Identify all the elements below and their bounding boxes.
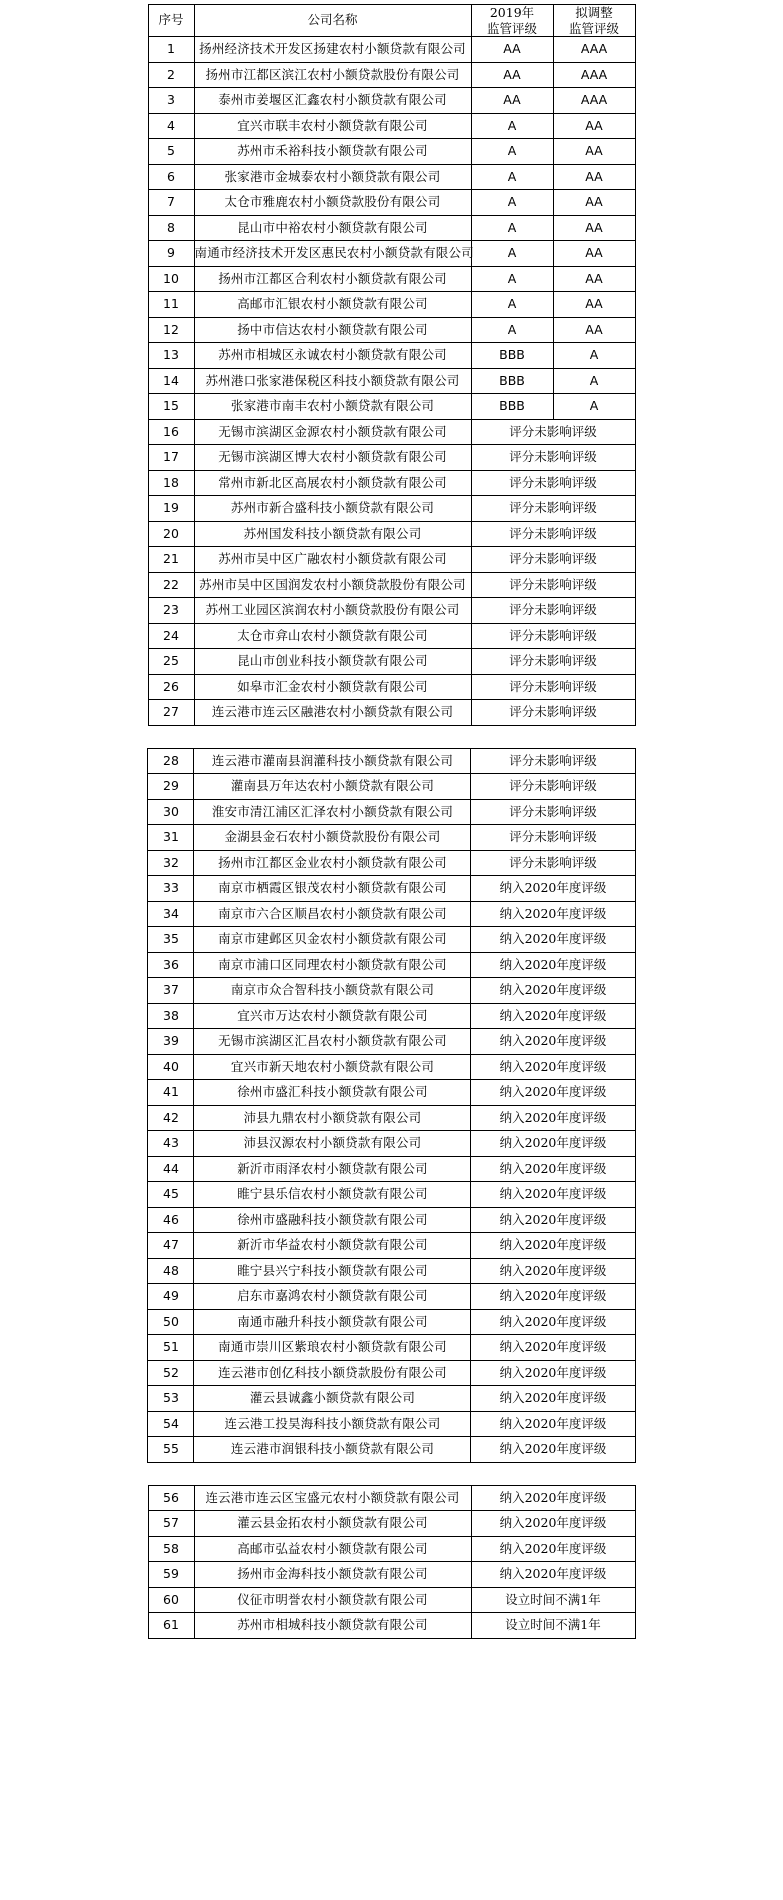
row-index: 20 xyxy=(148,521,194,547)
company-name: 沛县汉源农村小额贷款有限公司 xyxy=(194,1131,471,1157)
table-row xyxy=(148,496,635,522)
table-row xyxy=(148,62,635,88)
table-body xyxy=(148,748,635,1462)
old-grade: BBB xyxy=(471,368,553,394)
rating-note: 设立时间不满1年 xyxy=(471,1587,635,1613)
company-name: 扬州经济技术开发区扬建农村小额贷款有限公司 xyxy=(194,37,471,63)
rating-note: 纳入2020年度评级 xyxy=(471,1105,635,1131)
company-name: 南通市崇川区紫琅农村小额贷款有限公司 xyxy=(194,1335,471,1361)
company-name: 南京市栖霞区银茂农村小额贷款有限公司 xyxy=(194,876,471,902)
company-name: 扬州市江都区金业农村小额贷款有限公司 xyxy=(194,850,471,876)
table-row xyxy=(148,572,635,598)
table-row xyxy=(148,978,635,1004)
table-row xyxy=(148,419,635,445)
table-row xyxy=(148,927,635,953)
row-index: 22 xyxy=(148,572,194,598)
table-row xyxy=(148,1029,635,1055)
rating-note: 纳入2020年度评级 xyxy=(471,1536,635,1562)
row-index: 40 xyxy=(148,1054,194,1080)
table-row xyxy=(148,952,635,978)
table-row xyxy=(148,1360,635,1386)
table-row xyxy=(148,825,635,851)
table-row xyxy=(148,1511,635,1537)
row-index: 58 xyxy=(148,1536,194,1562)
table-row xyxy=(148,774,635,800)
rating-note: 纳入2020年度评级 xyxy=(471,1207,635,1233)
new-grade: AA xyxy=(553,139,635,165)
table-row xyxy=(148,623,635,649)
table-row xyxy=(148,799,635,825)
old-grade: A xyxy=(471,215,553,241)
row-index: 57 xyxy=(148,1511,194,1537)
rating-note: 纳入2020年度评级 xyxy=(471,901,635,927)
table-row xyxy=(148,598,635,624)
old-grade: A xyxy=(471,113,553,139)
table-row xyxy=(148,139,635,165)
company-name: 太仓市雅鹿农村小额贷款股份有限公司 xyxy=(194,190,471,216)
old-grade: A xyxy=(471,317,553,343)
company-name: 连云港市连云区宝盛元农村小额贷款有限公司 xyxy=(194,1485,471,1511)
rating-note: 纳入2020年度评级 xyxy=(471,1309,635,1335)
table-row xyxy=(148,1258,635,1284)
rating-note: 评分未影响评级 xyxy=(471,799,635,825)
row-index: 5 xyxy=(148,139,194,165)
company-name: 金湖县金石农村小额贷款股份有限公司 xyxy=(194,825,471,851)
old-grade: A xyxy=(471,139,553,165)
company-name: 张家港市南丰农村小额贷款有限公司 xyxy=(194,394,471,420)
company-name: 高邮市汇银农村小额贷款有限公司 xyxy=(194,292,471,318)
company-name: 苏州工业园区滨润农村小额贷款股份有限公司 xyxy=(194,598,471,624)
rating-note: 纳入2020年度评级 xyxy=(471,1485,635,1511)
rating-note: 纳入2020年度评级 xyxy=(471,1182,635,1208)
row-index: 18 xyxy=(148,470,194,496)
company-name: 仪征市明誉农村小额贷款有限公司 xyxy=(194,1587,471,1613)
table-row xyxy=(148,1411,635,1437)
rating-table-block-1 xyxy=(0,4,783,726)
old-grade: A xyxy=(471,266,553,292)
table-row xyxy=(148,266,635,292)
row-index: 27 xyxy=(148,700,194,726)
company-name: 启东市嘉鸿农村小额贷款有限公司 xyxy=(194,1284,471,1310)
row-index: 28 xyxy=(148,748,194,774)
row-index: 47 xyxy=(148,1233,194,1259)
row-index: 60 xyxy=(148,1587,194,1613)
company-name: 宜兴市联丰农村小额贷款有限公司 xyxy=(194,113,471,139)
table-body xyxy=(148,37,635,726)
rating-note: 评分未影响评级 xyxy=(471,700,635,726)
row-index: 3 xyxy=(148,88,194,114)
header-index: 序号 xyxy=(148,5,194,37)
new-grade: AAA xyxy=(553,37,635,63)
rating-note: 纳入2020年度评级 xyxy=(471,1258,635,1284)
company-name: 常州市新北区高展农村小额贷款有限公司 xyxy=(194,470,471,496)
row-index: 50 xyxy=(148,1309,194,1335)
new-grade: AA xyxy=(553,317,635,343)
company-name: 灌南县万年达农村小额贷款有限公司 xyxy=(194,774,471,800)
header-old-grade xyxy=(471,5,553,37)
row-index: 38 xyxy=(148,1003,194,1029)
table-row xyxy=(148,521,635,547)
company-name: 新沂市雨泽农村小额贷款有限公司 xyxy=(194,1156,471,1182)
new-grade: A xyxy=(553,343,635,369)
row-index: 2 xyxy=(148,62,194,88)
company-name: 昆山市创业科技小额贷款有限公司 xyxy=(194,649,471,675)
company-name: 扬中市信达农村小额贷款有限公司 xyxy=(194,317,471,343)
company-name: 泰州市姜堰区汇鑫农村小额贷款有限公司 xyxy=(194,88,471,114)
company-name: 宜兴市万达农村小额贷款有限公司 xyxy=(194,1003,471,1029)
row-index: 4 xyxy=(148,113,194,139)
company-name: 苏州市吴中区广融农村小额贷款有限公司 xyxy=(194,547,471,573)
row-index: 31 xyxy=(148,825,194,851)
rating-note: 纳入2020年度评级 xyxy=(471,1335,635,1361)
rating-note: 评分未影响评级 xyxy=(471,547,635,573)
company-name: 张家港市金城泰农村小额贷款有限公司 xyxy=(194,164,471,190)
company-name: 无锡市滨湖区博大农村小额贷款有限公司 xyxy=(194,445,471,471)
table-row xyxy=(148,113,635,139)
row-index: 9 xyxy=(148,241,194,267)
table-row xyxy=(148,215,635,241)
company-name: 灌云县金拓农村小额贷款有限公司 xyxy=(194,1511,471,1537)
row-index: 17 xyxy=(148,445,194,471)
table-row xyxy=(148,876,635,902)
new-grade: AA xyxy=(553,215,635,241)
rating-table-block-3 xyxy=(0,1485,783,1639)
rating-note: 纳入2020年度评级 xyxy=(471,1511,635,1537)
row-index: 24 xyxy=(148,623,194,649)
rating-note: 纳入2020年度评级 xyxy=(471,1360,635,1386)
rating-note: 评分未影响评级 xyxy=(471,572,635,598)
table-row xyxy=(148,1284,635,1310)
new-grade: AA xyxy=(553,292,635,318)
row-index: 49 xyxy=(148,1284,194,1310)
new-grade: AAA xyxy=(553,62,635,88)
rating-note: 纳入2020年度评级 xyxy=(471,1156,635,1182)
old-grade: A xyxy=(471,292,553,318)
company-name: 灌云县诚鑫小额贷款有限公司 xyxy=(194,1386,471,1412)
old-grade: AA xyxy=(471,37,553,63)
rating-note: 评分未影响评级 xyxy=(471,445,635,471)
table-row xyxy=(148,241,635,267)
rating-note: 评分未影响评级 xyxy=(471,521,635,547)
table-row xyxy=(148,164,635,190)
company-name: 睢宁县乐信农村小额贷款有限公司 xyxy=(194,1182,471,1208)
rating-note: 纳入2020年度评级 xyxy=(471,927,635,953)
company-name: 无锡市滨湖区金源农村小额贷款有限公司 xyxy=(194,419,471,445)
old-grade: A xyxy=(471,164,553,190)
table-row xyxy=(148,1562,635,1588)
old-grade: A xyxy=(471,241,553,267)
row-index: 8 xyxy=(148,215,194,241)
company-name: 高邮市弘益农村小额贷款有限公司 xyxy=(194,1536,471,1562)
row-index: 15 xyxy=(148,394,194,420)
new-grade: AAA xyxy=(553,88,635,114)
table-row xyxy=(148,1054,635,1080)
new-grade: AA xyxy=(553,113,635,139)
row-index: 51 xyxy=(148,1335,194,1361)
table-row xyxy=(148,547,635,573)
company-name: 南京市众合智科技小额贷款有限公司 xyxy=(194,978,471,1004)
block-spacer xyxy=(0,726,783,748)
company-name: 连云港市灌南县润灌科技小额贷款有限公司 xyxy=(194,748,471,774)
company-name: 扬州市金海科技小额贷款有限公司 xyxy=(194,1562,471,1588)
row-index: 32 xyxy=(148,850,194,876)
row-index: 14 xyxy=(148,368,194,394)
old-grade: BBB xyxy=(471,343,553,369)
row-index: 21 xyxy=(148,547,194,573)
table-row xyxy=(148,649,635,675)
rating-note: 纳入2020年度评级 xyxy=(471,1562,635,1588)
row-index: 54 xyxy=(148,1411,194,1437)
row-index: 56 xyxy=(148,1485,194,1511)
rating-note: 纳入2020年度评级 xyxy=(471,1233,635,1259)
table-row xyxy=(148,470,635,496)
table-row xyxy=(148,1003,635,1029)
company-name: 新沂市华益农村小额贷款有限公司 xyxy=(194,1233,471,1259)
rating-note: 纳入2020年度评级 xyxy=(471,978,635,1004)
company-name: 苏州市相城区永诚农村小额贷款有限公司 xyxy=(194,343,471,369)
new-grade: AA xyxy=(553,266,635,292)
table-row xyxy=(148,343,635,369)
rating-table xyxy=(147,748,635,1463)
table-row xyxy=(148,1386,635,1412)
old-grade: AA xyxy=(471,88,553,114)
rating-note: 评分未影响评级 xyxy=(471,674,635,700)
rating-note: 纳入2020年度评级 xyxy=(471,952,635,978)
table-row xyxy=(148,190,635,216)
company-name: 苏州市相城科技小额贷款有限公司 xyxy=(194,1613,471,1639)
company-name: 淮安市清江浦区汇泽农村小额贷款有限公司 xyxy=(194,799,471,825)
company-name: 宜兴市新天地农村小额贷款有限公司 xyxy=(194,1054,471,1080)
company-name: 南京市建邺区贝金农村小额贷款有限公司 xyxy=(194,927,471,953)
header-old-grade-line2: 监管评级 xyxy=(486,20,537,36)
new-grade: AA xyxy=(553,164,635,190)
company-name: 睢宁县兴宁科技小额贷款有限公司 xyxy=(194,1258,471,1284)
table-row xyxy=(148,1156,635,1182)
table-row xyxy=(148,37,635,63)
row-index: 37 xyxy=(148,978,194,1004)
row-index: 44 xyxy=(148,1156,194,1182)
rating-note: 纳入2020年度评级 xyxy=(471,1131,635,1157)
old-grade: A xyxy=(471,190,553,216)
rating-note: 评分未影响评级 xyxy=(471,470,635,496)
rating-note: 评分未影响评级 xyxy=(471,748,635,774)
rating-note: 评分未影响评级 xyxy=(471,623,635,649)
rating-note: 纳入2020年度评级 xyxy=(471,1080,635,1106)
row-index: 46 xyxy=(148,1207,194,1233)
rating-note: 纳入2020年度评级 xyxy=(471,1411,635,1437)
company-name: 苏州市新合盛科技小额贷款有限公司 xyxy=(194,496,471,522)
row-index: 29 xyxy=(148,774,194,800)
table-row xyxy=(148,674,635,700)
table-row xyxy=(148,1437,635,1463)
table-body xyxy=(148,1485,635,1638)
row-index: 13 xyxy=(148,343,194,369)
table-row xyxy=(148,1587,635,1613)
rating-table xyxy=(148,4,636,726)
rating-table xyxy=(148,1485,636,1639)
company-name: 如皋市汇金农村小额贷款有限公司 xyxy=(194,674,471,700)
row-index: 39 xyxy=(148,1029,194,1055)
company-name: 南通市融升科技小额贷款有限公司 xyxy=(194,1309,471,1335)
rating-note: 评分未影响评级 xyxy=(471,419,635,445)
table-row xyxy=(148,700,635,726)
table-row xyxy=(148,1080,635,1106)
table-row xyxy=(148,292,635,318)
table-row xyxy=(148,1536,635,1562)
row-index: 12 xyxy=(148,317,194,343)
table-row xyxy=(148,445,635,471)
header-new-grade-line1: 拟调整 xyxy=(575,5,613,20)
company-name: 扬州市江都区合利农村小额贷款有限公司 xyxy=(194,266,471,292)
row-index: 11 xyxy=(148,292,194,318)
table-header-row xyxy=(148,5,635,37)
rating-note: 评分未影响评级 xyxy=(471,825,635,851)
old-grade: BBB xyxy=(471,394,553,420)
row-index: 61 xyxy=(148,1613,194,1639)
rating-note: 纳入2020年度评级 xyxy=(471,1386,635,1412)
table-row xyxy=(148,317,635,343)
row-index: 7 xyxy=(148,190,194,216)
row-index: 33 xyxy=(148,876,194,902)
header-new-grade-line2: 监管评级 xyxy=(568,20,619,36)
company-name: 苏州国发科技小额贷款有限公司 xyxy=(194,521,471,547)
company-name: 连云港工投昊海科技小额贷款有限公司 xyxy=(194,1411,471,1437)
table-row xyxy=(148,901,635,927)
new-grade: AA xyxy=(553,190,635,216)
row-index: 48 xyxy=(148,1258,194,1284)
row-index: 16 xyxy=(148,419,194,445)
row-index: 59 xyxy=(148,1562,194,1588)
table-row xyxy=(148,1131,635,1157)
rating-note: 纳入2020年度评级 xyxy=(471,876,635,902)
rating-note: 纳入2020年度评级 xyxy=(471,1437,635,1463)
row-index: 34 xyxy=(148,901,194,927)
table-row xyxy=(148,1613,635,1639)
new-grade: AA xyxy=(553,241,635,267)
company-name: 南通市经济技术开发区惠民农村小额贷款有限公司 xyxy=(194,241,471,267)
table-row xyxy=(148,850,635,876)
table-row xyxy=(148,394,635,420)
table-row xyxy=(148,1485,635,1511)
header-company-name: 公司名称 xyxy=(194,5,471,37)
new-grade: A xyxy=(553,394,635,420)
table-row xyxy=(148,1105,635,1131)
table-row xyxy=(148,1207,635,1233)
company-name: 沛县九鼎农村小额贷款有限公司 xyxy=(194,1105,471,1131)
rating-note: 纳入2020年度评级 xyxy=(471,1054,635,1080)
company-name: 连云港市创亿科技小额贷款股份有限公司 xyxy=(194,1360,471,1386)
rating-note: 评分未影响评级 xyxy=(471,598,635,624)
row-index: 36 xyxy=(148,952,194,978)
new-grade: A xyxy=(553,368,635,394)
rating-note: 评分未影响评级 xyxy=(471,774,635,800)
company-name: 无锡市滨湖区汇昌农村小额贷款有限公司 xyxy=(194,1029,471,1055)
company-name: 扬州市江都区滨江农村小额贷款股份有限公司 xyxy=(194,62,471,88)
row-index: 52 xyxy=(148,1360,194,1386)
company-name: 连云港市润银科技小额贷款有限公司 xyxy=(194,1437,471,1463)
old-grade: AA xyxy=(471,62,553,88)
row-index: 53 xyxy=(148,1386,194,1412)
row-index: 10 xyxy=(148,266,194,292)
table-row xyxy=(148,1233,635,1259)
row-index: 26 xyxy=(148,674,194,700)
row-index: 41 xyxy=(148,1080,194,1106)
table-row xyxy=(148,368,635,394)
row-index: 45 xyxy=(148,1182,194,1208)
table-row xyxy=(148,1182,635,1208)
rating-note: 设立时间不满1年 xyxy=(471,1613,635,1639)
row-index: 42 xyxy=(148,1105,194,1131)
company-name: 徐州市盛融科技小额贷款有限公司 xyxy=(194,1207,471,1233)
rating-note: 纳入2020年度评级 xyxy=(471,1284,635,1310)
company-name: 苏州市吴中区国润发农村小额贷款股份有限公司 xyxy=(194,572,471,598)
company-name: 南京市六合区顺昌农村小额贷款有限公司 xyxy=(194,901,471,927)
rating-table-block-2 xyxy=(0,748,783,1463)
table-row xyxy=(148,1335,635,1361)
table-row xyxy=(148,88,635,114)
row-index: 19 xyxy=(148,496,194,522)
company-name: 徐州市盛汇科技小额贷款有限公司 xyxy=(194,1080,471,1106)
block-spacer xyxy=(0,1463,783,1485)
table-row xyxy=(148,1309,635,1335)
row-index: 30 xyxy=(148,799,194,825)
company-name: 南京市浦口区同理农村小额贷款有限公司 xyxy=(194,952,471,978)
rating-note: 评分未影响评级 xyxy=(471,496,635,522)
row-index: 55 xyxy=(148,1437,194,1463)
row-index: 23 xyxy=(148,598,194,624)
rating-note: 纳入2020年度评级 xyxy=(471,1003,635,1029)
company-name: 苏州市禾裕科技小额贷款有限公司 xyxy=(194,139,471,165)
header-new-grade xyxy=(553,5,635,37)
table-row xyxy=(148,748,635,774)
rating-note: 评分未影响评级 xyxy=(471,850,635,876)
header-old-grade-line1: 2019年 xyxy=(489,5,535,20)
rating-note: 评分未影响评级 xyxy=(471,649,635,675)
company-name: 苏州港口张家港保税区科技小额贷款有限公司 xyxy=(194,368,471,394)
row-index: 6 xyxy=(148,164,194,190)
company-name: 太仓市弇山农村小额贷款有限公司 xyxy=(194,623,471,649)
row-index: 25 xyxy=(148,649,194,675)
rating-note: 纳入2020年度评级 xyxy=(471,1029,635,1055)
company-name: 连云港市连云区融港农村小额贷款有限公司 xyxy=(194,700,471,726)
row-index: 43 xyxy=(148,1131,194,1157)
row-index: 1 xyxy=(148,37,194,63)
row-index: 35 xyxy=(148,927,194,953)
company-name: 昆山市中裕农村小额贷款有限公司 xyxy=(194,215,471,241)
